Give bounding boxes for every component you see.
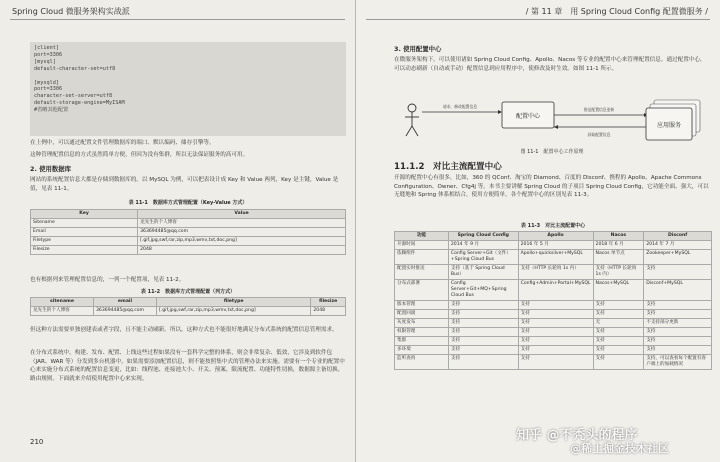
table-11-2 [30,297,346,316]
table-cell: Nacos+MySQL [593,280,644,301]
table-header-cell: 功能 [395,232,449,241]
table-cell: 龙先生的个人博客 [138,219,346,228]
table-cell: 支持 [644,301,712,310]
table-cell: 支持（基于 Spring Cloud Bus） [448,265,518,280]
right-running-header: / 第 11 章 用 Spring Cloud Config 配置微服务 / [525,7,708,16]
table-cell: Filetype [31,237,138,246]
table-row [31,246,346,255]
table-header-cell: Nacos [593,232,644,241]
table-cell: Filesize [31,246,138,255]
table-cell: 依赖组件 [395,250,449,265]
table-row [31,307,346,316]
table-header-cell: Key [31,210,138,219]
table-cell: 配置实时推送 [395,265,449,280]
table-cell: Nacos 单节点 [593,250,644,265]
table-cell: Config Server+Git+MQ+Spring Cloud Bus [448,280,518,301]
section-heading-11-1-2: 11.1.2 对比主流配置中心 [394,162,502,172]
table-cell: 支持 [448,328,518,337]
table-row [31,237,346,246]
table-row [395,355,712,370]
table-cell: [.gif,jpg,swf,rar,zip,mp3,wmv,txt,doc,png] [138,237,346,246]
paragraph-5: 但这种方法需要单独创建表或者字段，且不能主动刷新。所以，这种方式也不能很好地满足分布式系统的配置信息管理需求。 [30,327,338,333]
table-row [31,228,346,237]
table-cell: 支持 [518,319,593,328]
table-cell: 支持（HTTP 长轮询 1s 内） [518,265,593,280]
header-rule [10,19,345,20]
table-row [395,310,712,319]
paragraph-6: 在分布式系统中，构建、发布、配置、上线这些过程如果没有一套科学完整的体系，则会非常复杂、低效，它涉及到软件包（JAR、WAR 等）分发到多台机器中，如果需要添加配置信息，则不能按照集中式的管理办法来实施。需要有一个专业的配置中心来实施分布式系统的配置信息变更，比如：线程池、连接池大小、开关、预案、限流配置、功能特性切换，数据源主备切换、路由规则。下面就来介绍使用配置中心来实现。 [30,350,345,382]
table-row [31,219,346,228]
paragraph-2: 这种管理配置信息的方式虽然简单方便，但因为没有集群，所以无法保证服务的高可用。 [30,152,249,158]
config-center-diagram [394,90,710,150]
table-11-3-caption: 表 11-3 对比主流配置中心 [520,223,586,229]
table-cell: 多环境 [395,346,449,355]
table-cell: 支持 [518,355,593,370]
table-cell: 分布式部署 [395,280,449,301]
table-cell: 2014 年 7 月 [644,241,712,250]
table-header-cell: email [94,298,157,307]
table-cell: 支持 [448,337,518,346]
table-11-3 [394,231,712,370]
table-cell: 集群 [395,337,449,346]
table-row [395,250,712,265]
table-cell: 支持 [593,301,644,310]
table-cell: 开源时间 [395,241,449,250]
table-header-cell: Disconf [644,232,712,241]
table-header-cell: sitename [31,298,94,307]
table-cell: Apollo+quicksilver+MySQL [518,250,593,265]
table-11-1-caption: 表 11-1 数据库方式管理配置（Key-Value 方式） [128,200,248,206]
table-cell: Zookeeper+MySQL [644,250,712,265]
table-cell: 363694485@qq.com [138,228,346,237]
table-cell: 2016 年 5 月 [518,241,593,250]
table-header-cell: filesize [311,298,346,307]
table-row [395,280,712,301]
table-header-cell: Spring Cloud Config [448,232,518,241]
table-cell: 不支持部分更新 [644,319,712,328]
table-cell: 支持 [644,310,712,319]
table-cell: 支持 [518,337,593,346]
table-cell: 支持 [448,319,518,328]
table-row [395,301,712,310]
table-cell: 支持 [593,346,644,355]
table-cell: 支持 [448,346,518,355]
arrow-bottom-label: 获取配置信息 [587,132,611,137]
page-number: 210 [30,438,44,446]
table-cell: 支持 [644,265,712,280]
figure-caption: 图 11-1 配置中心工作原理 [520,149,584,155]
table-cell: 权限管理 [395,328,449,337]
table-cell: 2014 年 9 月 [448,241,518,250]
table-cell: 支持 [593,355,644,370]
table-cell: 支持 [593,337,644,346]
arrow-right-label: 推送配置信息更新 [583,107,615,112]
table-cell: 支持 [644,346,712,355]
table-row [395,346,712,355]
table-cell: 支持 [644,337,712,346]
table-row [395,319,712,328]
table-cell: 灰度发布 [395,319,449,328]
table-cell: Disconf+MySQL [644,280,712,301]
table-cell: 版本管理 [395,301,449,310]
table-cell: 支持 [518,310,593,319]
paragraph-3: 网站的系统配置信息大都是存储到数据库的。以 MySQL 为例，可以把表设计成 Key 和 Value 两列，Key 是主键，Value 是值，见表 11-1。 [30,177,339,192]
paragraph-compare: 开源的配置中心有很多，比如，360 的 QConf、淘宝的 Diamond、百度的 Disconf、携程的 Apollo、Apache Commons Configuration、Owner、Cfg4j 等。本书主要讲解 Spring Cloud 的子项目 Spring Cloud Config，它功能全面、强大，可以无缝地和 Spring 体系相结合，使用方便简单。各个配置中心的区别见表 11-3。 [394,175,709,198]
table-11-1 [30,209,346,255]
table-cell: 支持 [593,328,644,337]
arrow-head-icon [498,110,502,114]
paragraph-4: 也有根据列来管理配置信息的，一列一个配置项，见表 11-2。 [30,277,185,283]
table-cell: 支持 [448,355,518,370]
table-cell: 363694485@qq.com [94,307,157,316]
arrow-head-icon [554,125,558,129]
table-cell: 支持 [518,328,593,337]
table-cell: 2018 年 6 月 [593,241,644,250]
left-page [0,0,356,462]
table-header-cell: Value [138,210,346,219]
table-cell: 支持 [448,310,518,319]
table-header-cell: Apollo [518,232,593,241]
table-header-cell: filetype [157,298,311,307]
table-cell: [.gif,jpg,swf,rar,zip,mp3,wmv,txt,doc,png] [157,307,311,316]
table-cell: 支持 [644,328,712,337]
config-center-label: 配置中心 [515,113,541,120]
table-cell: Config Server+Git（文件）+Spring Cloud Bus [448,250,518,265]
table-cell: 2048 [138,246,346,255]
table-cell: Sitename [31,219,138,228]
paragraph-config-center: 在微服务架构下，可以使用诸如 Spring Cloud Config、Apollo、Nacos 等专业的配置中心来管理配置信息。通过配置中心，可以动态刷新（自动或手动）配置信息到应用程序中，使修改及时生效。如图 11-1 所示。 [394,57,706,72]
heading-use-database: 2. 使用数据库 [30,165,72,173]
table-cell: 支持 [593,310,644,319]
arrow-top-label: 请求、修改配置信息 [442,104,478,109]
table-cell: 支持 [518,346,593,355]
table-cell: 无 [593,319,644,328]
table-cell: 支持 [518,301,593,310]
table-row [395,241,712,250]
table-cell: 配置回滚 [395,310,449,319]
left-running-header: Spring Cloud 微服务架构实战派 [12,7,130,16]
table-cell: 支持（HTTP 长轮询 1s 内） [593,265,644,280]
table-cell: 龙先生的个人博客 [31,307,94,316]
table-row [395,265,712,280]
service-label: 应用服务 [656,122,682,129]
paragraph-1: 在上例中，可以通过配置文件管理数据库的端口、默认编码、储存引擎等。 [30,140,215,146]
watermark-zhihu: 知乎 @不秃头的程序 [516,428,638,443]
table-row [395,328,712,337]
table-cell: 支持，可以查看每个配置有客户端上的加载情况 [644,355,712,370]
table-cell: Email [31,228,138,237]
user-figure-icon [405,104,419,136]
table-cell: 2048 [311,307,346,316]
table-cell: 监听查询 [395,355,449,370]
watermark-juejin: @稀土掘金技术社区 [570,442,669,455]
table-row [395,337,712,346]
config-code-block: [client] port=3306 [mysql] default-character-set=utf8 [mysqld] port=3306 character-set-server=utf8 default-storage-engine=MyISAM #省略其他配置 [30,42,346,136]
header-rule [366,19,710,20]
table-11-2-caption: 表 11-2 数据库方式管理配置（列方式） [140,289,236,295]
table-cell: 支持 [448,301,518,310]
heading-use-config-center: 3. 使用配置中心 [394,45,442,53]
right-page [356,0,720,462]
table-cell: Config+Admin+Portal+MySQL [518,280,593,301]
